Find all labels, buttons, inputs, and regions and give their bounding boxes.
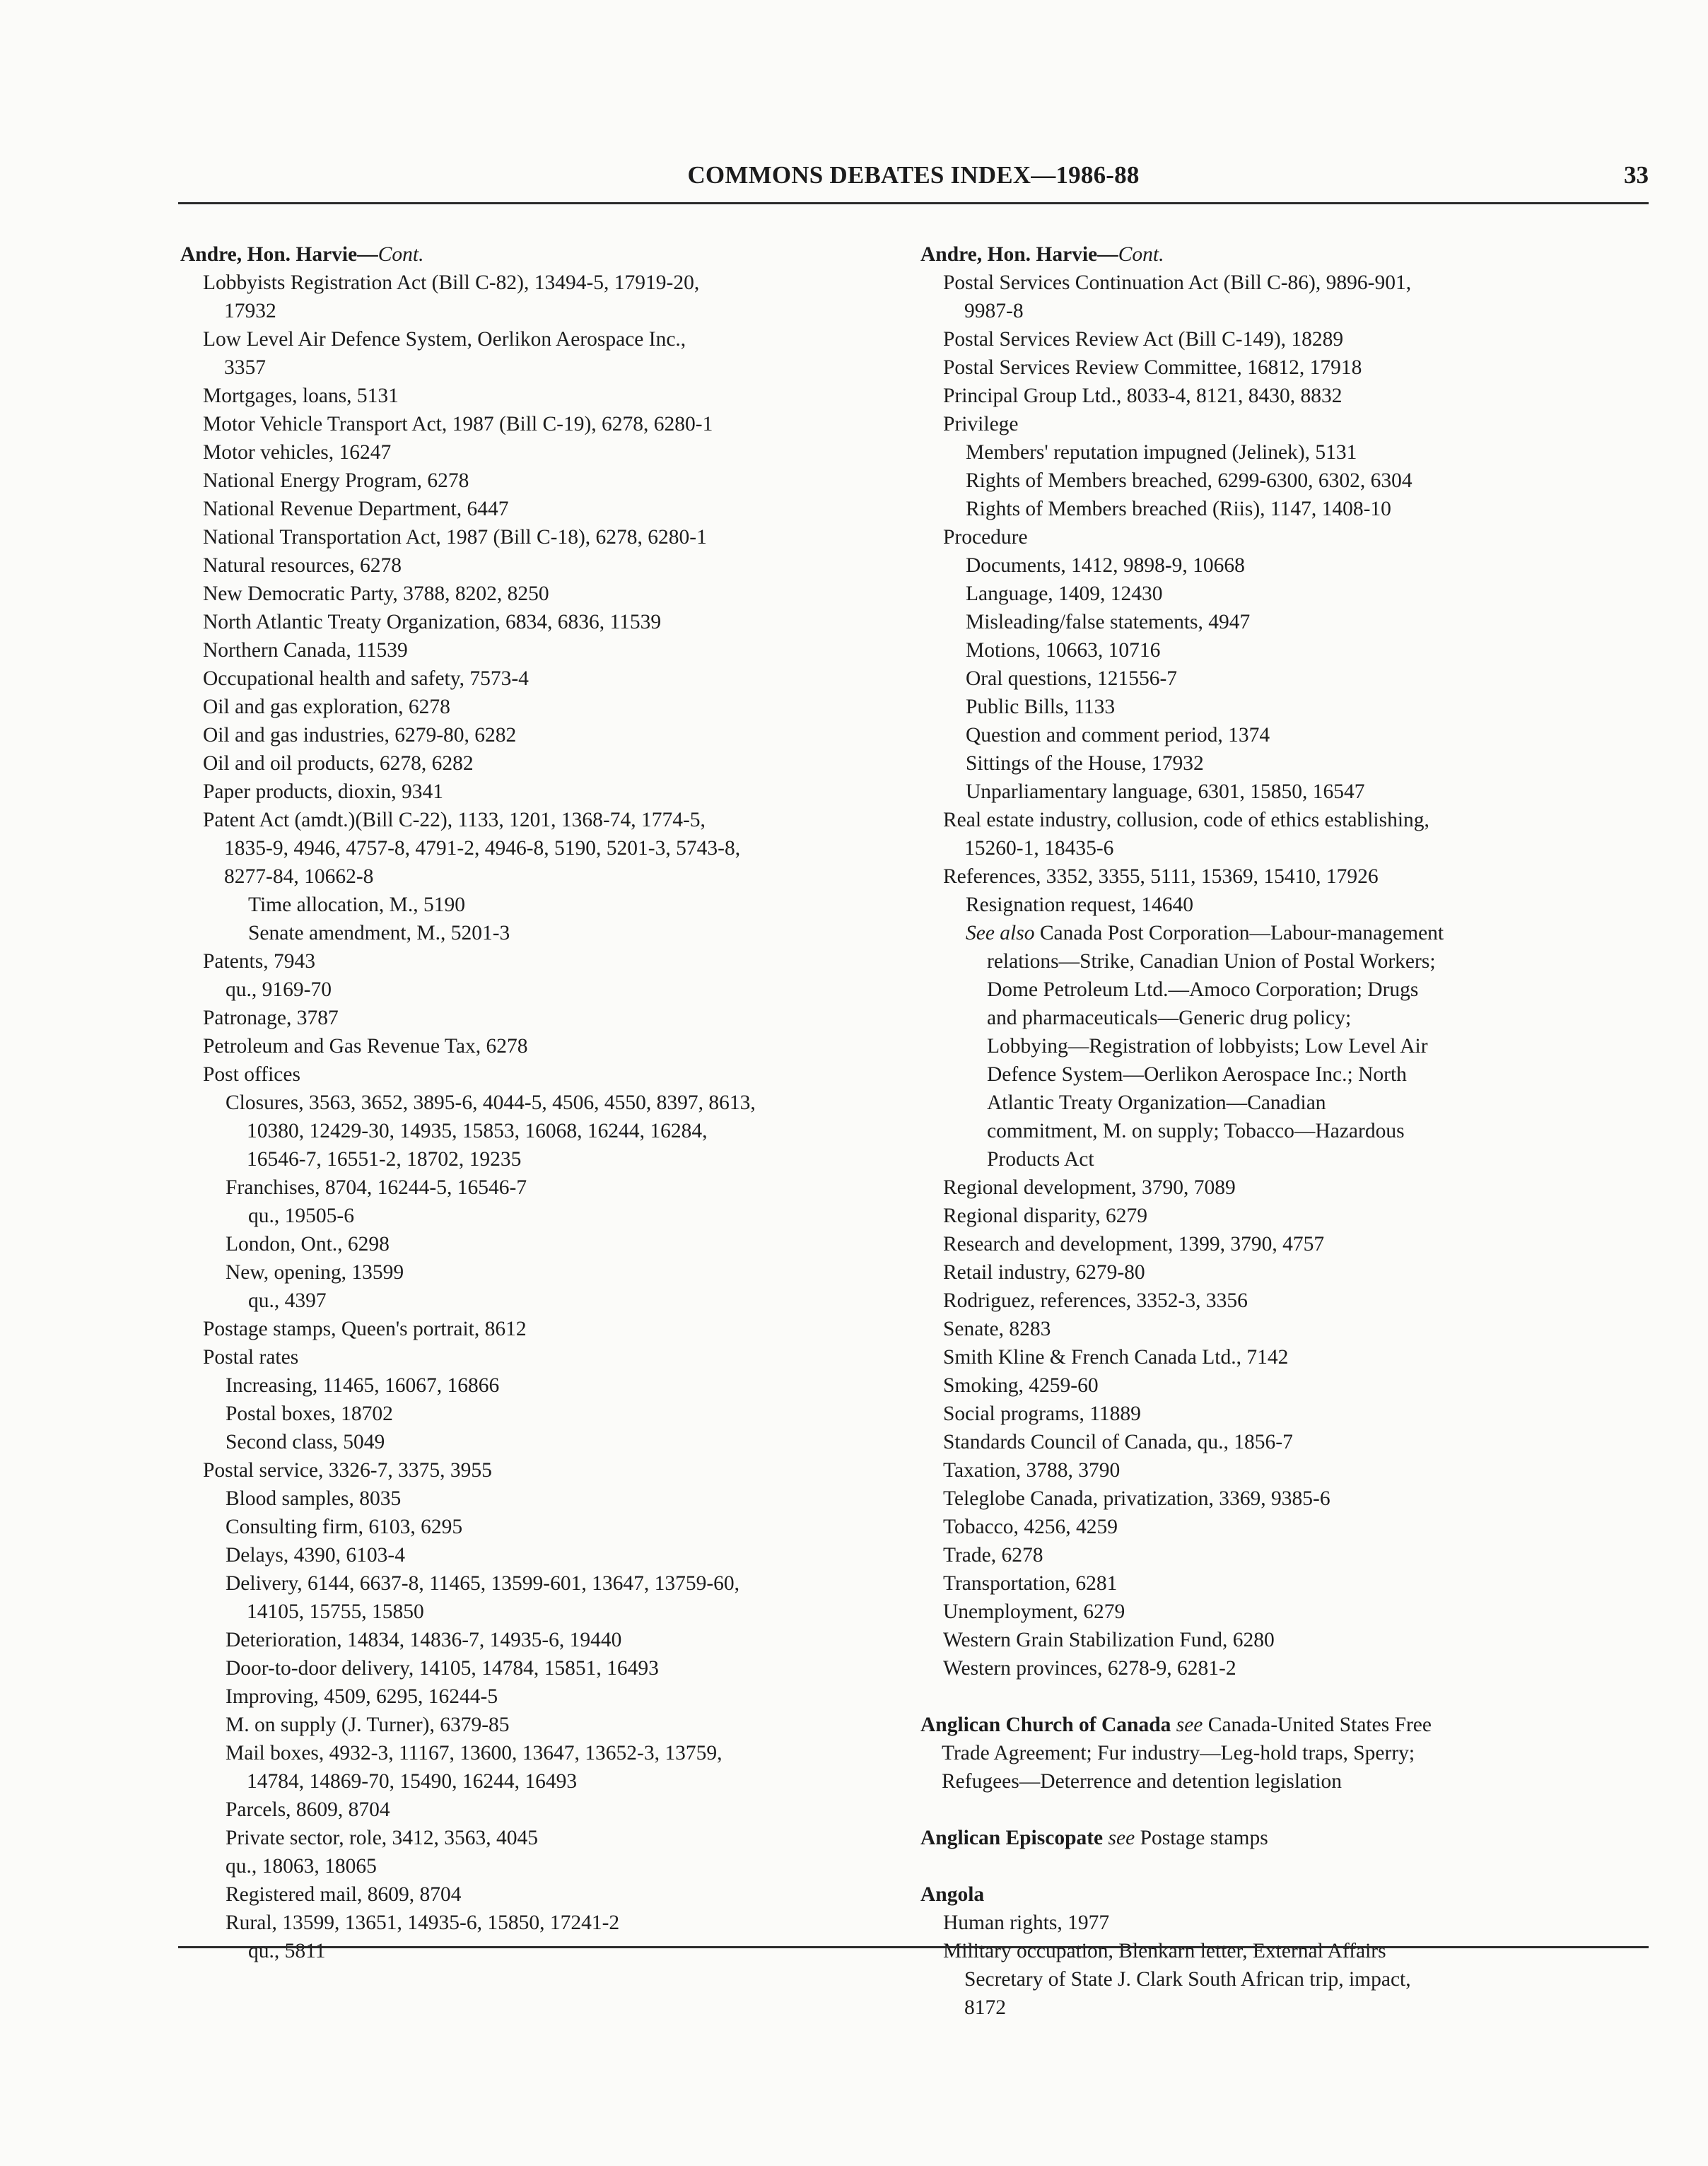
entry-line: Closures, 3563, 3652, 3895-6, 4044-5, 4506, 4550, 8397, 8613,	[226, 1091, 756, 1114]
entry-line: Regional disparity, 6279	[943, 1205, 1147, 1227]
entry-line: Deterioration, 14834, 14836-7, 14935-6, 19440	[226, 1629, 622, 1651]
entry-line: Postal boxes, 18702	[226, 1403, 393, 1425]
entry-line: Regional development, 3790, 7089	[943, 1176, 1236, 1199]
entry-spacer	[920, 1682, 1649, 1711]
index-entry	[180, 1230, 887, 1258]
entry-line: Postal service, 3326-7, 3375, 3955	[203, 1459, 492, 1482]
index-entry	[180, 523, 887, 551]
entry-line: Time allocation, M., 5190	[248, 894, 466, 916]
index-entry	[920, 495, 1649, 523]
index-entry	[920, 1428, 1649, 1456]
index-entry	[180, 636, 887, 665]
index-entry	[920, 353, 1649, 382]
entry-line: Language, 1409, 12430	[966, 583, 1163, 605]
index-entry	[920, 693, 1649, 721]
index-entry	[180, 1428, 887, 1456]
index-entry	[180, 1654, 887, 1682]
entry-line: New Democratic Party, 3788, 8202, 8250	[203, 583, 549, 605]
entry-line: Increasing, 11465, 16067, 16866	[226, 1374, 500, 1397]
entry-line: Paper products, dioxin, 9341	[203, 780, 444, 803]
entry-line: Post offices	[203, 1063, 300, 1086]
index-entry	[920, 580, 1649, 608]
index-entry	[920, 382, 1649, 410]
entry-spacer	[920, 1796, 1649, 1824]
index-entry	[180, 467, 887, 495]
entry-line: New, opening, 13599	[226, 1261, 404, 1284]
entry-line: Postal Services Review Act (Bill C-149), 18289	[943, 328, 1344, 351]
entry-line: Consulting firm, 6103, 6295	[226, 1516, 463, 1538]
index-entry	[180, 1937, 887, 1965]
index-entry	[920, 1315, 1649, 1343]
index-entry	[180, 382, 887, 410]
index-entry	[920, 665, 1649, 693]
index-entry	[920, 523, 1649, 551]
entry-line: Trade, 6278	[943, 1544, 1043, 1567]
entry-line: Canada Post Corporation—Labour-management	[1034, 922, 1444, 944]
entry-line: Western Grain Stabilization Fund, 6280	[943, 1629, 1275, 1651]
index-entry	[920, 636, 1649, 665]
entry-line: Improving, 4509, 6295, 16244-5	[226, 1685, 498, 1708]
entry-line: Rural, 13599, 13651, 14935-6, 15850, 17241-2	[226, 1912, 620, 1934]
index-entry	[180, 1711, 887, 1739]
index-entry	[920, 325, 1649, 353]
index-entry	[920, 551, 1649, 580]
entry-line: References, 3352, 3355, 5111, 15369, 15410, 17926	[943, 865, 1379, 888]
page-title: COMMONS DEBATES INDEX—1986-88	[687, 161, 1140, 189]
entry-line: Oil and gas exploration, 6278	[203, 696, 450, 718]
see-reference: see	[1108, 1827, 1135, 1849]
entry-line: Franchises, 8704, 16244-5, 16546-7	[226, 1176, 527, 1199]
entry-line: National Revenue Department, 6447	[203, 498, 509, 520]
index-entry	[920, 891, 1649, 919]
entry-line: Rights of Members breached (Riis), 1147, 1408-10	[966, 498, 1391, 520]
index-entry	[180, 1541, 887, 1569]
entry-line: Refugees—Deterrence and detention legislation	[942, 1770, 1343, 1793]
index-heading	[180, 240, 887, 269]
index-entry	[920, 806, 1649, 862]
index-entry	[920, 1343, 1649, 1371]
entry-line: Petroleum and Gas Revenue Tax, 6278	[203, 1035, 528, 1058]
entry-line: Privilege	[943, 413, 1019, 435]
index-entry	[180, 1089, 887, 1173]
entry-line: Natural resources, 6278	[203, 554, 402, 577]
index-entry	[920, 1287, 1649, 1315]
entry-line: Tobacco, 4256, 4259	[943, 1516, 1118, 1538]
index-entry	[920, 1173, 1649, 1202]
index-entry	[920, 919, 1649, 1173]
index-entry	[180, 495, 887, 523]
index-entry	[180, 721, 887, 749]
entry-line: qu., 19505-6	[248, 1205, 354, 1227]
entry-heading-text: Andre, Hon. Harvie—	[180, 243, 378, 266]
entry-line: Postage stamps	[1135, 1827, 1268, 1849]
entry-line: 14784, 14869-70, 15490, 16244, 16493	[247, 1770, 578, 1793]
entry-heading-text: Anglican Episcopate	[920, 1827, 1104, 1849]
entry-line: Patent Act (amdt.)(Bill C-22), 1133, 1201, 1368-74, 1774-5,	[203, 809, 706, 831]
entry-line: Patents, 7943	[203, 950, 315, 973]
header-rule	[178, 202, 1649, 204]
entry-line: Oil and oil products, 6278, 6282	[203, 752, 474, 775]
index-entry	[180, 1626, 887, 1654]
entry-line: qu., 18063, 18065	[226, 1855, 377, 1878]
entry-line: Postage stamps, Queen's portrait, 8612	[203, 1318, 527, 1340]
index-entry	[180, 1824, 887, 1852]
entry-line: Delays, 4390, 6103-4	[226, 1544, 405, 1567]
index-entry	[180, 1343, 887, 1371]
entry-line: Western provinces, 6278-9, 6281-2	[943, 1657, 1236, 1680]
entry-heading-text: Anglican Church of Canada	[920, 1714, 1171, 1736]
entry-line: Low Level Air Defence System, Oerlikon Aerospace Inc.,	[203, 328, 686, 351]
index-entry	[180, 1400, 887, 1428]
index-entry	[920, 1485, 1649, 1513]
index-entry	[180, 1173, 887, 1202]
index-entry	[180, 1796, 887, 1824]
index-entry	[920, 1202, 1649, 1230]
index-entry	[920, 1541, 1649, 1569]
entry-line: National Energy Program, 6278	[203, 469, 469, 492]
entry-line: Registered mail, 8609, 8704	[226, 1883, 462, 1906]
index-entry	[920, 467, 1649, 495]
entry-line: Senate amendment, M., 5201-3	[248, 922, 510, 944]
index-entry	[180, 778, 887, 806]
index-entry	[180, 1456, 887, 1485]
entry-line: Standards Council of Canada, qu., 1856-7	[943, 1431, 1293, 1453]
index-entry	[180, 1682, 887, 1711]
index-entry	[180, 1371, 887, 1400]
entry-line: Northern Canada, 11539	[203, 639, 408, 662]
entry-heading-text: Andre, Hon. Harvie—	[920, 243, 1118, 266]
index-entry	[920, 1626, 1649, 1654]
entry-line: Delivery, 6144, 6637-8, 11465, 13599-601, 13647, 13759-60,	[226, 1572, 740, 1595]
index-entry	[920, 1569, 1649, 1598]
index-entry	[180, 1880, 887, 1909]
entry-line: 17932	[224, 300, 276, 322]
index-entry	[920, 1598, 1649, 1626]
index-entry	[180, 580, 887, 608]
entry-line: Social programs, 11889	[943, 1403, 1141, 1425]
entry-line: Oral questions, 121556-7	[966, 667, 1178, 690]
entry-line: commitment, M. on supply; Tobacco—Hazardous	[987, 1120, 1405, 1142]
index-entry	[180, 806, 887, 891]
entry-heading-text: Angola	[920, 1883, 985, 1906]
index-entry	[180, 1909, 887, 1937]
entry-line: M. on supply (J. Turner), 6379-85	[226, 1714, 510, 1736]
index-entry	[180, 947, 887, 976]
index-entry	[920, 1909, 1649, 1937]
see-reference: see	[1176, 1714, 1203, 1736]
entry-line: Products Act	[987, 1148, 1094, 1171]
index-entry	[180, 608, 887, 636]
index-entry	[180, 919, 887, 947]
index-entry	[180, 1060, 887, 1089]
entry-line: Private sector, role, 3412, 3563, 4045	[226, 1827, 539, 1849]
entry-line: Principal Group Ltd., 8033-4, 8121, 8430, 8832	[943, 385, 1343, 407]
entry-line: Canada-United States Free	[1203, 1714, 1432, 1736]
entry-line: 10380, 12429-30, 14935, 15853, 16068, 16244, 16284,	[247, 1120, 708, 1142]
entry-line: North Atlantic Treaty Organization, 6834, 6836, 11539	[203, 611, 662, 633]
entry-line: Sittings of the House, 17932	[966, 752, 1204, 775]
entry-line: Mortgages, loans, 5131	[203, 385, 399, 407]
entry-line: Teleglobe Canada, privatization, 3369, 9385-6	[943, 1487, 1330, 1510]
index-entry	[920, 1400, 1649, 1428]
entry-spacer	[920, 1852, 1649, 1880]
entry-line: National Transportation Act, 1987 (Bill C-18), 6278, 6280-1	[203, 526, 707, 549]
entry-line: 14105, 15755, 15850	[247, 1600, 424, 1623]
index-entry	[180, 1513, 887, 1541]
entry-line: Transportation, 6281	[943, 1572, 1118, 1595]
index-entry	[920, 1371, 1649, 1400]
entry-line: Motor vehicles, 16247	[203, 441, 392, 464]
index-entry	[920, 1230, 1649, 1258]
entry-line: Patronage, 3787	[203, 1007, 339, 1029]
entry-line: Resignation request, 14640	[966, 894, 1193, 916]
index-heading	[920, 1824, 1649, 1852]
entry-line: Human rights, 1977	[943, 1912, 1110, 1934]
entry-line: Rodriguez, references, 3352-3, 3356	[943, 1289, 1248, 1312]
index-entry	[180, 1258, 887, 1287]
index-entry	[180, 325, 887, 382]
entry-line: Postal Services Continuation Act (Bill C-86), 9896-901,	[943, 271, 1412, 294]
entry-line: Second class, 5049	[226, 1431, 385, 1453]
index-entry	[180, 1315, 887, 1343]
index-entry	[180, 1202, 887, 1230]
entry-line: Secretary of State J. Clark South African trip, impact,	[964, 1968, 1411, 1991]
index-column-right	[920, 240, 1649, 2022]
running-header	[178, 157, 1649, 199]
index-entry	[920, 1937, 1649, 2022]
index-entry	[180, 1852, 887, 1880]
entry-line: 3357	[224, 356, 266, 379]
entry-line: Atlantic Treaty Organization—Canadian	[987, 1091, 1326, 1114]
index-entry	[920, 608, 1649, 636]
entry-line: 8277-84, 10662-8	[224, 865, 374, 888]
entry-line: Unparliamentary language, 6301, 15850, 16547	[966, 780, 1365, 803]
index-entry	[180, 1032, 887, 1060]
entry-line: Documents, 1412, 9898-9, 10668	[966, 554, 1245, 577]
entry-line: Postal rates	[203, 1346, 299, 1369]
entry-line: Procedure	[943, 526, 1028, 549]
entry-line: Unemployment, 6279	[943, 1600, 1125, 1623]
entry-line: 15260-1, 18435-6	[964, 837, 1114, 860]
index-entry	[180, 551, 887, 580]
entry-line: Door-to-door delivery, 14105, 14784, 15851, 16493	[226, 1657, 659, 1680]
footer-rule	[178, 1946, 1649, 1948]
entry-line: Research and development, 1399, 3790, 4757	[943, 1233, 1325, 1255]
entry-line: Lobbyists Registration Act (Bill C-82), 13494-5, 17919-20,	[203, 271, 700, 294]
index-heading	[920, 1880, 1649, 1909]
index-entry	[180, 1569, 887, 1626]
index-entry	[180, 410, 887, 438]
index-entry	[180, 976, 887, 1004]
index-entry	[180, 749, 887, 778]
entry-line: Dome Petroleum Ltd.—Amoco Corporation; Drugs	[987, 978, 1419, 1001]
entry-line: Smith Kline & French Canada Ltd., 7142	[943, 1346, 1289, 1369]
index-entry	[920, 778, 1649, 806]
index-entry	[920, 269, 1649, 325]
entry-line: Motor Vehicle Transport Act, 1987 (Bill C-19), 6278, 6280-1	[203, 413, 713, 435]
index-entry	[180, 269, 887, 325]
entry-line: qu., 5811	[248, 1940, 326, 1962]
index-entry	[920, 1258, 1649, 1287]
entry-line: 8172	[964, 1996, 1006, 2019]
index-column-left	[180, 240, 887, 1965]
entry-line: qu., 4397	[248, 1289, 327, 1312]
entry-line: London, Ont., 6298	[226, 1233, 390, 1255]
entry-line: Postal Services Review Committee, 16812, 17918	[943, 356, 1362, 379]
entry-line: Members' reputation impugned (Jelinek), 5131	[966, 441, 1357, 464]
entry-line: Trade Agreement; Fur industry—Leg-hold traps, Sperry;	[942, 1742, 1415, 1764]
index-entry	[180, 665, 887, 693]
entry-line: Mail boxes, 4932-3, 11167, 13600, 13647, 13652-3, 13759,	[226, 1742, 723, 1764]
entry-line: 1835-9, 4946, 4757-8, 4791-2, 4946-8, 5190, 5201-3, 5743-8,	[224, 837, 741, 860]
index-entry	[180, 1739, 887, 1796]
entry-line: Smoking, 4259-60	[943, 1374, 1099, 1397]
entry-line: and pharmaceuticals—Generic drug policy;	[987, 1007, 1352, 1029]
entry-line: qu., 9169-70	[226, 978, 332, 1001]
entry-line: Retail industry, 6279-80	[943, 1261, 1145, 1284]
index-heading	[920, 240, 1649, 269]
entry-line: Parcels, 8609, 8704	[226, 1798, 390, 1821]
index-entry	[180, 693, 887, 721]
entry-line: Lobbying—Registration of lobbyists; Low Level Air	[987, 1035, 1428, 1058]
entry-line: Occupational health and safety, 7573-4	[203, 667, 529, 690]
entry-line: Public Bills, 1133	[966, 696, 1116, 718]
entry-line: Defence System—Oerlikon Aerospace Inc.; North	[987, 1063, 1407, 1086]
index-entry	[920, 862, 1649, 891]
see-reference: See also	[966, 922, 1035, 944]
entry-line: 16546-7, 16551-2, 18702, 19235	[247, 1148, 522, 1171]
index-entry	[180, 438, 887, 467]
index-entry	[920, 438, 1649, 467]
continued-marker: Cont.	[378, 243, 424, 266]
index-entry	[920, 410, 1649, 438]
index-entry	[920, 1456, 1649, 1485]
index-entry	[180, 1004, 887, 1032]
index-entry	[920, 749, 1649, 778]
continued-marker: Cont.	[1118, 243, 1164, 266]
index-entry	[920, 1654, 1649, 1682]
page-number: 33	[1624, 161, 1649, 189]
entry-line: Senate, 8283	[943, 1318, 1051, 1340]
entry-line: Rights of Members breached, 6299-6300, 6302, 6304	[966, 469, 1412, 492]
entry-line: Oil and gas industries, 6279-80, 6282	[203, 724, 517, 747]
entry-line: Motions, 10663, 10716	[966, 639, 1161, 662]
entry-line: Question and comment period, 1374	[966, 724, 1270, 747]
index-entry	[180, 1287, 887, 1315]
index-heading	[920, 1711, 1649, 1796]
index-entry	[180, 1485, 887, 1513]
entry-line: Military occupation, Blenkarn letter, External Affairs	[943, 1940, 1386, 1962]
entry-line: Taxation, 3788, 3790	[943, 1459, 1121, 1482]
entry-line: relations—Strike, Canadian Union of Postal Workers;	[987, 950, 1436, 973]
index-entry	[180, 891, 887, 919]
entry-line: Real estate industry, collusion, code of ethics establishing,	[943, 809, 1429, 831]
index-entry	[920, 721, 1649, 749]
entry-line: Misleading/false statements, 4947	[966, 611, 1251, 633]
entry-line: Blood samples, 8035	[226, 1487, 402, 1510]
index-entry	[920, 1513, 1649, 1541]
entry-line: 9987-8	[964, 300, 1024, 322]
